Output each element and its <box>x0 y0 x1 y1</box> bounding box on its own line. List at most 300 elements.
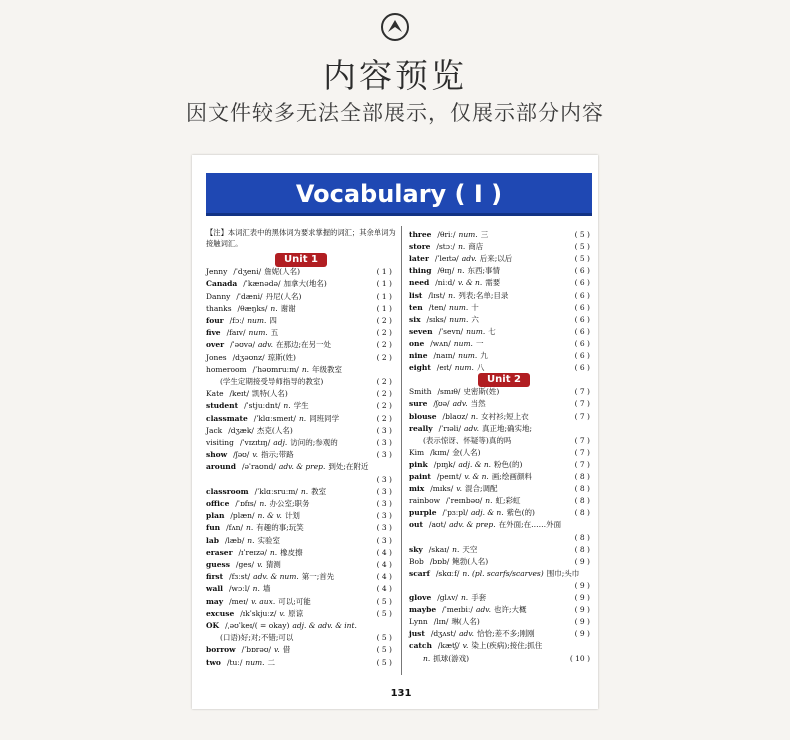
vocab-page-ref: ( 9 ) <box>574 605 590 615</box>
vocab-part-of-speech: v. & n. <box>457 278 483 288</box>
vocab-word: eight <box>409 363 431 373</box>
vocab-word: rainbow <box>409 496 441 506</box>
vocab-meaning: 办公室;职务 <box>269 499 310 508</box>
vocab-page-ref: ( 5 ) <box>574 230 590 239</box>
vocab-word: Smith <box>409 387 432 397</box>
vocab-phonetic: /ɪkˈskjuːz/ <box>240 608 277 618</box>
vocab-page-ref: ( 1 ) <box>376 303 392 313</box>
vocab-meaning: 墙 <box>262 584 271 594</box>
vocab-entry <box>409 398 590 410</box>
vocab-word: guess <box>206 560 230 569</box>
vocab-word: scarf <box>409 568 430 578</box>
vocab-word: blouse <box>409 411 437 421</box>
vocab-phonetic: /glʌv/ <box>437 593 458 602</box>
vocab-meaning: 需要 <box>485 278 501 288</box>
vocab-word: nine <box>409 351 428 360</box>
vocab-word: paint <box>409 472 431 481</box>
vocab-entry <box>409 640 590 652</box>
vocab-meaning: 有趣的事;玩笑 <box>256 523 304 533</box>
vocab-phonetic: /plæn/ <box>230 511 255 521</box>
vocab-phonetic: /ˈpɜːpl/ <box>442 508 468 518</box>
vocab-meaning: 琳(人名) <box>451 617 480 627</box>
vocab-meaning: 原谅 <box>288 608 304 618</box>
vocab-page-ref: ( 4 ) <box>376 572 392 582</box>
vocab-word: one <box>409 338 425 348</box>
vocab-word: just <box>409 629 425 639</box>
vocab-page-ref: ( 2 ) <box>376 328 392 338</box>
vocab-meaning: 虹;彩虹 <box>495 496 521 506</box>
vocab-meaning: 橡皮擦 <box>280 547 303 557</box>
vocab-entry <box>409 326 590 338</box>
vocab-phonetic: /dʒʌst/ <box>430 629 457 639</box>
vocab-word: thanks <box>206 303 232 313</box>
vocab-page-ref: ( 7 ) <box>574 447 590 457</box>
vocab-word: thing <box>409 266 432 276</box>
vocab-phonetic: /ˈdæni/ <box>236 291 263 301</box>
unit-heading: Unit 1 <box>275 253 327 267</box>
vocab-meaning: 五 <box>270 328 279 338</box>
vocab-entry <box>409 568 590 580</box>
vocab-word: wall <box>206 584 224 594</box>
vocab-entry <box>206 461 392 473</box>
vocab-entry <box>206 498 392 510</box>
vocab-phonetic: /ˈkænədə/ <box>243 279 281 289</box>
vocab-phonetic: /tuː/ <box>226 657 243 667</box>
vocab-phonetic: /ˈrɪəli/ <box>438 423 461 433</box>
vocab-page-ref: ( 3 ) <box>376 523 392 533</box>
vocab-entry <box>206 437 392 449</box>
vocab-entry <box>206 608 392 620</box>
vocab-phonetic: /faɪv/ <box>226 328 246 338</box>
vocab-word: glove <box>409 593 432 602</box>
vocab-entry <box>220 376 392 388</box>
vocab-page-ref: ( 5 ) <box>574 242 590 252</box>
vocab-page-ref: ( 6 ) <box>574 290 590 300</box>
vocab-page-ref: ( 5 ) <box>574 254 590 264</box>
vocab-word: homeroom <box>206 364 247 374</box>
vocab-part-of-speech: n. <box>458 242 466 252</box>
vocab-entry <box>409 350 590 362</box>
vocab-page-ref: ( 1 ) <box>376 279 392 289</box>
vocab-page-ref: ( 3 ) <box>376 425 392 435</box>
vocab-meaning: 鲍勃(人名) <box>452 556 489 566</box>
vocab-entry <box>409 338 590 350</box>
vocab-meaning: (口语)好;对;不错;可以 <box>220 633 294 643</box>
vocab-phonetic: /kɪm/ <box>430 447 450 457</box>
vocab-part-of-speech: num. <box>247 316 267 325</box>
vocab-part-of-speech: num. <box>454 363 474 373</box>
vocab-word: mix <box>409 484 425 494</box>
vocab-meaning: 丹尼(人名) <box>265 291 302 301</box>
vocab-page-ref: ( 2 ) <box>376 340 392 350</box>
vocab-word: store <box>409 242 431 252</box>
vocab-entry <box>409 423 590 435</box>
vocab-entry <box>409 229 590 241</box>
vocab-word: four <box>206 316 224 325</box>
vocab-part-of-speech: n. <box>298 413 307 423</box>
vocab-part-of-speech: num. <box>449 302 469 312</box>
vocab-page-ref: ( 5 ) <box>376 608 392 618</box>
vocab-part-of-speech: n. <box>423 653 431 663</box>
vocab-part-of-speech: n. <box>252 584 260 594</box>
vocab-entry <box>423 435 590 447</box>
vocab-part-of-speech: adj. & adv. & int. <box>292 621 357 630</box>
vocab-entry <box>409 507 590 519</box>
vocab-phonetic: /θɪŋ/ <box>437 266 455 276</box>
vocab-word: seven <box>409 326 433 336</box>
vocab-word: two <box>206 657 221 667</box>
vocab-meaning: 恰恰;差不多;刚刚 <box>477 629 535 639</box>
vocab-part-of-speech: v. <box>279 608 286 618</box>
vocabulary-note: 【注】本词汇表中的黑体词为要求掌握的词汇；其余单词为接触词汇。 <box>206 228 396 248</box>
vocab-word: OK <box>206 621 220 630</box>
vocab-meaning: 九 <box>480 351 488 360</box>
vocab-page-ref: ( 9 ) <box>574 580 590 590</box>
vocab-meaning: 杰克(人名) <box>256 425 293 435</box>
vocab-phonetic: /fʌn/ <box>226 523 244 533</box>
vocab-entry <box>409 519 590 531</box>
vocab-meaning: 二 <box>267 657 276 667</box>
vocab-word: over <box>206 340 225 350</box>
vocab-meaning: 当然 <box>470 399 486 409</box>
vocab-meaning: 商店 <box>468 242 484 252</box>
vocab-phonetic: /ˈəʊvə/ <box>230 340 255 350</box>
vocab-page-ref: ( 10 ) <box>569 653 590 663</box>
vocab-entry <box>409 447 590 459</box>
vocab-part-of-speech: num. <box>466 326 486 336</box>
vocab-entry <box>206 278 392 290</box>
vocab-meaning: 十 <box>471 302 479 312</box>
vocab-phonetic: /ˈleɪtə/ <box>434 254 459 264</box>
vocab-meaning: 实验室 <box>257 535 280 545</box>
vocab-entry <box>409 532 590 544</box>
vocab-word: lab <box>206 535 219 545</box>
vocab-page-ref: ( 9 ) <box>574 629 590 639</box>
vocab-entry <box>409 265 590 277</box>
vocab-meaning: 六 <box>471 314 479 324</box>
vocab-page-ref: ( 7 ) <box>574 435 590 445</box>
vocab-page-ref: ( 8 ) <box>574 532 590 542</box>
vocab-page-ref: ( 6 ) <box>574 326 590 336</box>
vocab-page-ref: ( 2 ) <box>376 316 392 325</box>
vocab-page-ref: ( 5 ) <box>376 645 392 655</box>
vocab-phonetic: /ˈstjuːdnt/ <box>244 401 281 411</box>
vocab-meaning: 列表;名单;目录 <box>458 290 509 300</box>
vocab-part-of-speech: adv. <box>463 423 479 433</box>
vocab-part-of-speech: adv. <box>257 340 273 350</box>
vocab-phonetic: /ʃʊə/ <box>433 399 450 409</box>
vocab-page-ref: ( 9 ) <box>574 617 590 627</box>
vocab-word: around <box>206 462 236 472</box>
vocab-part-of-speech: num. <box>449 314 469 324</box>
vocab-entry <box>409 592 590 604</box>
vocab-entry <box>409 580 590 592</box>
vocab-meaning: 后来;以后 <box>479 254 513 264</box>
vocab-entry <box>206 449 392 461</box>
vocab-page-ref: ( 2 ) <box>376 352 392 362</box>
vocab-page-ref: ( 8 ) <box>574 544 590 554</box>
vocabulary-title: Vocabulary ( I ) <box>295 180 503 208</box>
vocab-page-ref: ( 7 ) <box>574 459 590 469</box>
vocab-word: three <box>409 230 432 239</box>
vocab-word: classmate <box>206 413 248 423</box>
vocab-phonetic: /skaɪ/ <box>428 544 450 554</box>
vocab-page-ref: ( 3 ) <box>376 474 392 484</box>
vocab-page-ref: ( 3 ) <box>376 535 392 545</box>
vocab-part-of-speech: adv. <box>475 605 491 615</box>
vocab-phonetic: /blaʊz/ <box>442 411 468 421</box>
vocab-entry <box>206 364 392 376</box>
vocab-entry <box>409 628 590 640</box>
vocab-meaning: 凯特(人名) <box>251 389 288 399</box>
vocab-part-of-speech: adj. & n. <box>470 508 504 518</box>
vocab-meaning: 谢谢 <box>280 303 296 313</box>
vocab-part-of-speech: v. <box>257 560 263 569</box>
vocab-part-of-speech: v. <box>274 645 280 655</box>
vocab-word: really <box>409 423 433 433</box>
vocab-page-ref: ( 6 ) <box>574 363 590 373</box>
vocab-page-ref: ( 6 ) <box>574 278 590 288</box>
vocab-entry <box>206 559 392 571</box>
vocab-part-of-speech: n. <box>457 266 465 276</box>
vocab-entry <box>423 653 590 665</box>
vocab-page-ref: ( 8 ) <box>574 484 590 494</box>
page-subtitle: 因文件较多无法全部展示，仅展示部分内容 <box>186 101 604 125</box>
vocab-phonetic: /ˈvɪzɪtɪŋ/ <box>239 438 271 447</box>
vocab-word: maybe <box>409 605 437 615</box>
vocab-entry <box>409 314 590 326</box>
vocab-entry <box>409 604 590 616</box>
vocab-page-ref: ( 5 ) <box>376 657 392 667</box>
vocab-word: six <box>409 314 421 324</box>
vocab-phonetic: /lɪst/ <box>428 290 446 300</box>
vocab-word: need <box>409 278 430 288</box>
vocab-entry <box>206 522 392 534</box>
vocab-meaning: 在外面;在……外面 <box>498 520 562 530</box>
vocab-entry <box>206 474 392 486</box>
vocab-phonetic: /wʌn/ <box>430 338 451 348</box>
vocab-word: purple <box>409 508 437 518</box>
vocab-word: sky <box>409 544 423 554</box>
vocab-page-ref: ( 4 ) <box>376 547 392 557</box>
vocab-entry <box>206 657 392 669</box>
vocab-entry <box>409 411 590 423</box>
vocab-page-ref: ( 2 ) <box>376 377 392 386</box>
vocabulary-banner <box>206 173 592 216</box>
vocab-part-of-speech: n. <box>448 290 456 300</box>
vocab-meaning: 借 <box>282 645 291 655</box>
vocab-part-of-speech: n. <box>270 303 278 313</box>
vocab-word: student <box>206 401 239 411</box>
vocab-part-of-speech: n. (pl. scarfs/scarves) <box>462 568 544 578</box>
vocab-phonetic: /niːd/ <box>435 278 455 288</box>
vocab-meaning: 手套 <box>471 593 487 602</box>
vocab-page-ref: ( 2 ) <box>376 401 392 411</box>
vocab-part-of-speech: n. <box>300 486 309 496</box>
vocab-phonetic: /θriː/ <box>437 230 456 239</box>
vocab-meaning: 紫色(的) <box>506 508 535 518</box>
vocab-part-of-speech: num. <box>245 657 265 667</box>
vocab-phonetic: /ten/ <box>428 302 447 312</box>
vocab-word: later <box>409 254 429 264</box>
vocab-word: Jones <box>206 352 227 362</box>
vocab-phonetic: /ɪˈreɪzə/ <box>238 547 267 557</box>
vocab-meaning: 学生 <box>293 401 309 411</box>
vocab-meaning: 真正地;确实地; <box>482 423 533 433</box>
vocab-entry <box>409 386 590 398</box>
vocab-page-ref: ( 8 ) <box>574 508 590 518</box>
vocab-phonetic: /fɜːst/ <box>229 572 251 582</box>
vocab-word: show <box>206 450 228 460</box>
vocab-phonetic: /əˈraʊnd/ <box>241 462 276 472</box>
vocab-part-of-speech: num. <box>458 351 478 360</box>
vocab-page-ref: ( 3 ) <box>376 486 392 496</box>
vocab-meaning: 金(人名) <box>452 447 481 457</box>
vocab-phonetic: /eɪt/ <box>436 363 452 373</box>
vocab-phonetic: /smɪθ/ <box>437 387 461 397</box>
vocab-part-of-speech: adj. & n. <box>458 459 492 469</box>
vocab-phonetic: /pɪŋk/ <box>433 459 456 469</box>
vocab-page-ref: ( 6 ) <box>574 351 590 360</box>
vocab-page-ref: ( 3 ) <box>376 450 392 460</box>
vocab-meaning: 粉色(的) <box>494 459 523 469</box>
vocab-meaning: 也许;大概 <box>493 605 527 615</box>
vocab-entry <box>409 277 590 289</box>
vocab-word: Jack <box>206 425 223 435</box>
vocab-entry <box>206 547 392 559</box>
vocab-entry <box>206 266 392 278</box>
vocab-phonetic: /mɪks/ <box>430 484 454 494</box>
vocab-meaning: 琼斯(姓) <box>267 352 296 362</box>
vocab-phonetic: /ˈhəʊmruːm/ <box>252 364 299 374</box>
vocab-entry <box>409 290 590 302</box>
vocab-word: plan <box>206 511 225 521</box>
vocab-meaning: 八 <box>476 363 485 373</box>
vocab-part-of-speech: n. <box>283 401 291 411</box>
vocab-meaning: 围巾;头巾 <box>546 568 580 578</box>
vocab-phonetic: /ˈɒfɪs/ <box>235 499 257 508</box>
vocab-page-ref: ( 4 ) <box>376 584 392 594</box>
vocab-part-of-speech: n. <box>470 411 479 421</box>
vocab-page-ref: ( 1 ) <box>376 291 392 301</box>
vocab-phonetic: /dʒəʊnz/ <box>232 352 265 362</box>
vocab-entry <box>409 253 590 265</box>
vocab-page-ref: ( 8 ) <box>574 496 590 506</box>
vocab-meaning: 到处;在附近 <box>328 462 369 472</box>
vocab-meaning: (表示惊讶、怀疑等)真的吗 <box>423 435 512 445</box>
vocab-word: office <box>206 499 230 508</box>
vocab-part-of-speech: adv. & num. <box>253 572 299 582</box>
vocab-part-of-speech: adv. <box>461 254 477 264</box>
vocab-page-ref: ( 3 ) <box>376 511 392 521</box>
vocab-word: borrow <box>206 645 236 655</box>
vocab-phonetic: /wɔːl/ <box>229 584 250 594</box>
vocab-part-of-speech: adv. <box>452 399 468 409</box>
vocab-phonetic: /ˈsevn/ <box>438 326 464 336</box>
vocab-meaning: (学生定期接受导师指导的教室) <box>220 377 324 386</box>
vocab-part-of-speech: adv. <box>459 629 475 639</box>
vocab-word: Lynn <box>409 617 428 627</box>
vocab-word: excuse <box>206 608 235 618</box>
vocab-entry <box>206 315 392 327</box>
vocab-meaning: 抓球(游戏) <box>433 653 470 663</box>
vocab-meaning: 史密斯(姓) <box>463 387 500 397</box>
vocab-entry <box>206 510 392 522</box>
vocab-entry <box>206 571 392 583</box>
vocab-page-ref: ( 1 ) <box>376 267 392 277</box>
vocab-meaning: 猜测 <box>265 560 281 569</box>
vocab-phonetic: /stɔː/ <box>436 242 456 252</box>
vocab-phonetic: /ges/ <box>235 560 255 569</box>
vocab-page-ref: ( 7 ) <box>574 387 590 397</box>
vocab-meaning: 混合;调配 <box>464 484 498 494</box>
vocab-part-of-speech: n. <box>246 523 254 533</box>
vocab-phonetic: /meɪ/ <box>229 596 249 606</box>
vocab-entry <box>206 400 392 412</box>
vocab-meaning: 指示;带路 <box>261 450 294 460</box>
vocab-meaning: 女衬衫;短上衣 <box>481 411 529 421</box>
vocab-phonetic: /bɒb/ <box>429 556 450 566</box>
vocab-entry <box>206 291 392 303</box>
vocab-page-ref: ( 8 ) <box>574 472 590 481</box>
vocab-meaning: 同班同学 <box>309 413 340 423</box>
vocab-phonetic: /kætʃ/ <box>437 641 460 651</box>
vocab-phonetic: /ʃəʊ/ <box>233 450 250 460</box>
vocab-part-of-speech: n. <box>485 496 493 506</box>
vocab-word: sure <box>409 399 428 409</box>
vocab-entry <box>206 583 392 595</box>
vocab-meaning: 七 <box>488 326 496 336</box>
vocab-meaning: 画;绘画颜料 <box>491 472 532 481</box>
vocab-entry <box>206 620 392 632</box>
vocab-word: may <box>206 596 224 606</box>
vocab-meaning: 在那边;在另一处 <box>276 340 332 350</box>
vocab-part-of-speech: n. & v. <box>257 511 282 521</box>
vocab-part-of-speech: adj. <box>273 438 288 447</box>
vocab-part-of-speech: adv. & prep. <box>449 520 496 530</box>
vocab-part-of-speech: n. <box>269 547 278 557</box>
vocab-meaning: 一 <box>475 338 484 348</box>
vocab-phonetic: /peɪnt/ <box>436 472 462 481</box>
vocab-part-of-speech: v. <box>462 641 469 651</box>
vocab-entry <box>409 302 590 314</box>
vocab-meaning: 东西;事情 <box>467 266 501 276</box>
vocab-part-of-speech: v. <box>456 484 462 494</box>
vocab-entry <box>409 241 590 253</box>
vocab-word: Canada <box>206 279 238 289</box>
vocab-part-of-speech: n. <box>460 593 469 602</box>
vocab-word: eraser <box>206 547 233 557</box>
vocab-page-ref: ( 2 ) <box>376 413 392 423</box>
vocab-entry <box>206 303 392 315</box>
vocab-entry <box>409 556 590 568</box>
vocab-word: Kim <box>409 447 425 457</box>
vocab-phonetic: /naɪn/ <box>433 351 456 360</box>
vocab-meaning: 天空 <box>462 544 478 554</box>
unit-heading: Unit 2 <box>478 373 530 387</box>
vocab-meaning: 教室 <box>311 486 327 496</box>
vocab-word: Bob <box>409 556 424 566</box>
vocab-meaning: 加拿大(地名) <box>283 279 327 289</box>
vocab-page-ref: ( 6 ) <box>574 302 590 312</box>
vocab-word: ten <box>409 302 423 312</box>
vocab-part-of-speech: num. <box>453 338 473 348</box>
vocab-phonetic: /fɔː/ <box>229 316 245 325</box>
vocab-phonetic: /ˈdʒeni/ <box>233 267 262 277</box>
vocab-entry <box>220 632 392 644</box>
vocab-entry <box>409 544 590 556</box>
vocab-phonetic: /ˈklɑːsruːm/ <box>254 486 298 496</box>
